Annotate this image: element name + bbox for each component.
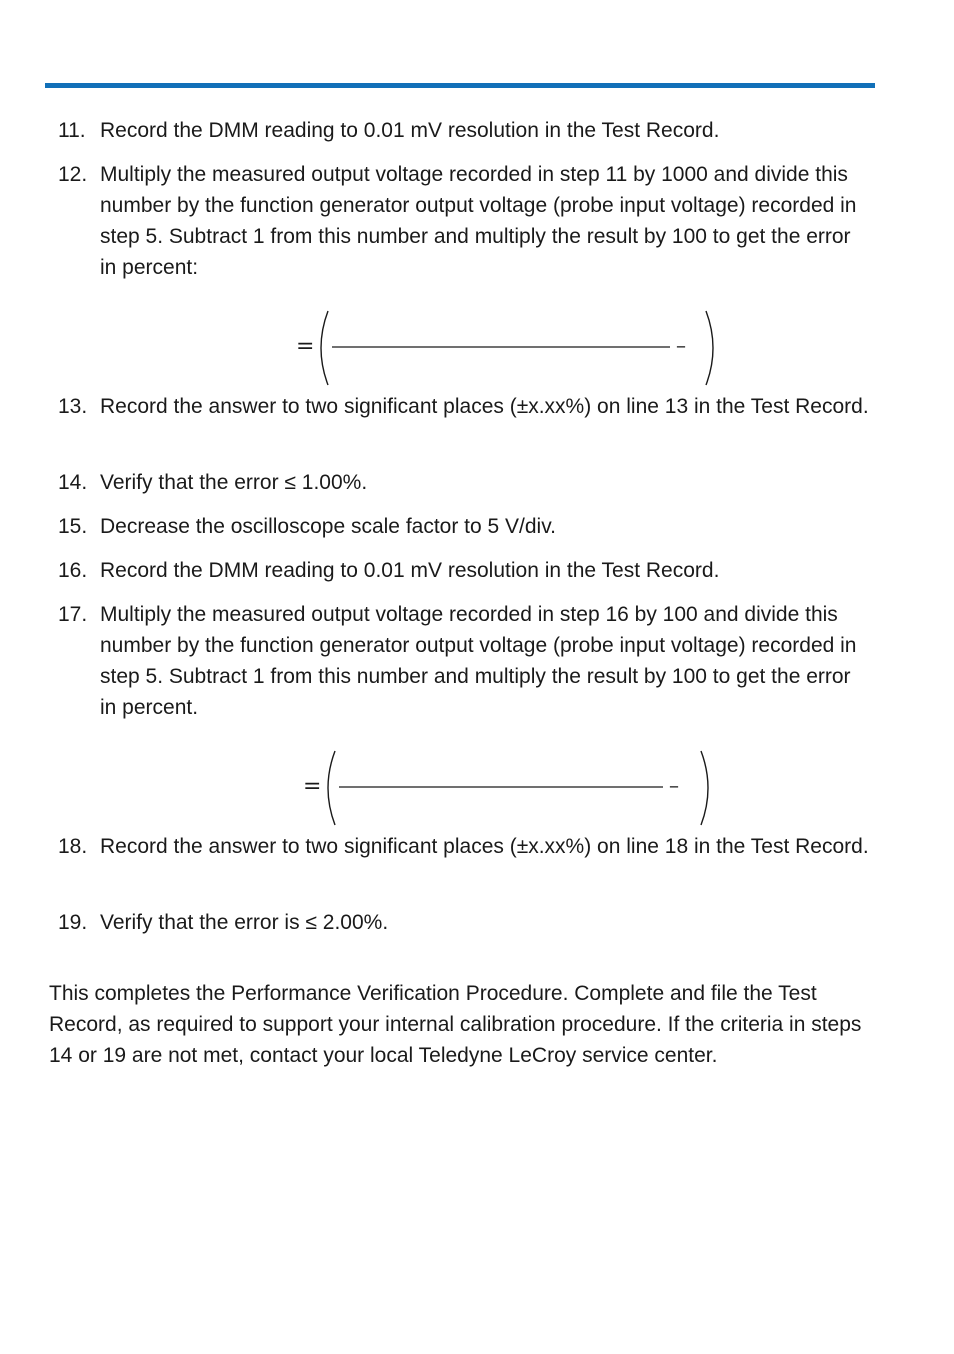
minus-sign: – <box>676 333 686 357</box>
step-text: Record the DMM reading to 0.01 mV resolution in the Test Record. <box>100 119 720 142</box>
step-number: 16. <box>58 559 88 582</box>
error-formula <box>290 308 730 388</box>
error-formula <box>297 748 727 828</box>
equals-sign: = <box>296 334 315 359</box>
right-parenthesis <box>701 751 708 825</box>
step-text: Verify that the error is ≤ 2.00%. <box>100 911 389 934</box>
step-number: 18. <box>58 835 88 858</box>
step-text: Decrease the oscilloscope scale factor to 5 V/div. <box>100 515 557 538</box>
step-text: Record the answer to two significant places (±x.xx%) on line 13 in the Test Record. <box>100 395 869 418</box>
step-number: 14. <box>58 471 88 494</box>
step-number: 17. <box>58 603 88 626</box>
step-number: 11. <box>58 119 86 142</box>
step-text: Multiply the measured output voltage recorded in step 11 by 1000 and divide this number by the function generator output voltage (probe input voltage) recorded in step 5. Subtract 1 from this number and multiply the result by 100 to get the error in percent: <box>100 163 857 279</box>
step-text: Verify that the error ≤ 1.00%. <box>100 471 368 494</box>
header-rule <box>45 83 875 88</box>
step-text: Record the DMM reading to 0.01 mV resolution in the Test Record. <box>100 559 720 582</box>
step-number: 13. <box>58 395 88 418</box>
left-parenthesis <box>321 311 328 385</box>
right-parenthesis <box>706 311 713 385</box>
minus-sign: – <box>669 773 679 797</box>
step-number: 12. <box>58 163 88 186</box>
step-number: 19. <box>58 911 88 934</box>
equals-sign: = <box>303 774 322 799</box>
step-text: Record the answer to two significant places (±x.xx%) on line 18 in the Test Record. <box>100 835 869 858</box>
closing-paragraph: This completes the Performance Verification Procedure. Complete and file the Test Record, as required to support your internal calibration procedure. If the criteria in steps 14 or 19 are not met, contact your local Teledyne LeCroy service center. <box>49 982 862 1067</box>
step-number: 15. <box>58 515 88 538</box>
step-text: Multiply the measured output voltage recorded in step 16 by 100 and divide this number by the function generator output voltage (probe input voltage) recorded in step 5. Subtract 1 from this number and multiply the result by 100 to get the error in percent. <box>100 603 857 719</box>
left-parenthesis <box>328 751 335 825</box>
